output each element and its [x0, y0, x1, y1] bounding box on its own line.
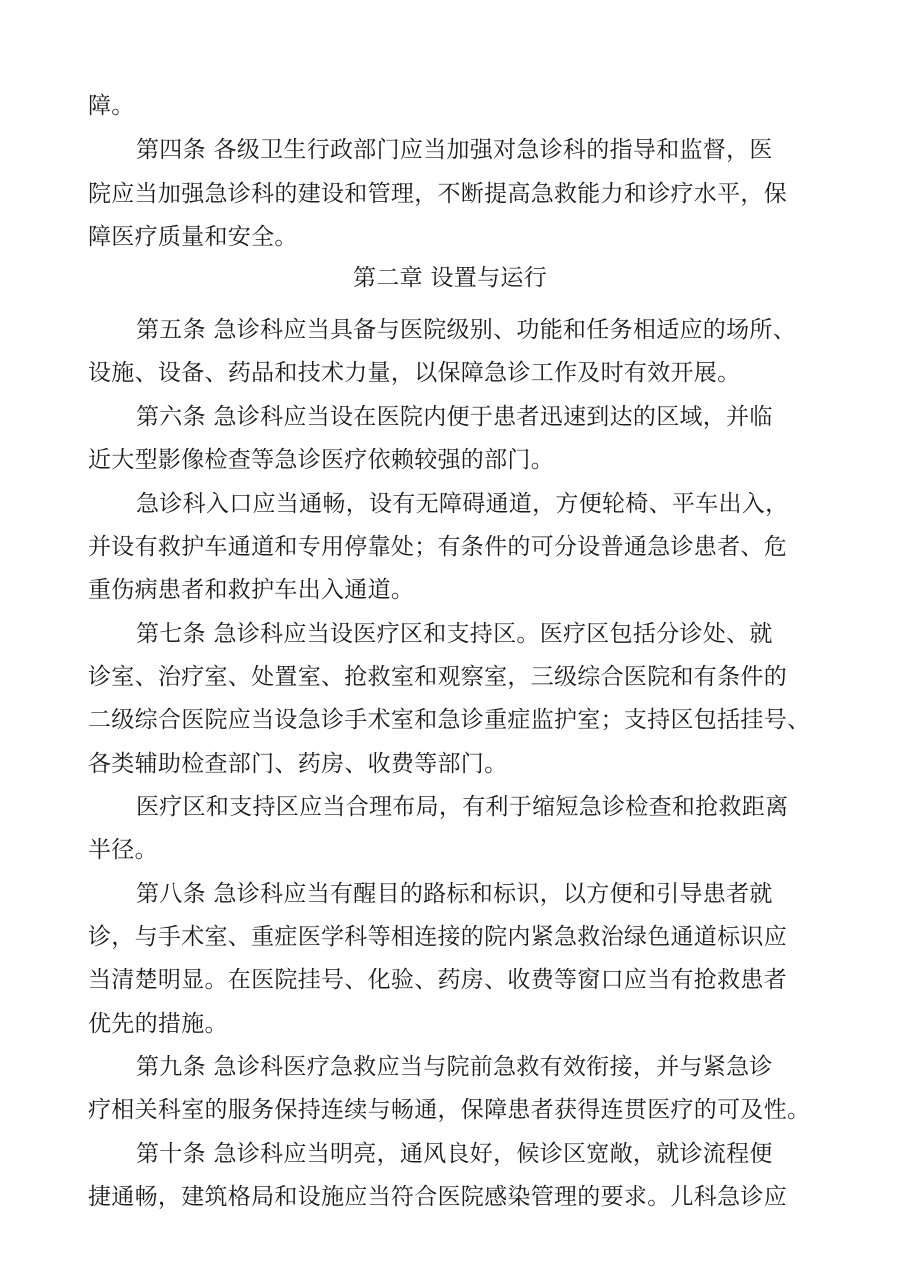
text-line: 优先的措施。 [88, 1011, 228, 1037]
article-8-heading-line: 第八条 急诊科应当有醒目的路标和标识，以方便和引导患者就 [136, 881, 773, 907]
text-line: 半径。 [88, 837, 158, 863]
article-9-heading-line: 第九条 急诊科医疗急救应当与院前急救有效衔接，并与紧急诊 [136, 1054, 773, 1080]
article-6-heading-line: 第六条 急诊科应当设在医院内便于患者迅速到达的区域，并临 [136, 404, 773, 430]
text-line: 捷通畅，建筑格局和设施应当符合医院感染管理的要求。儿科急诊应 [88, 1184, 787, 1210]
text-line: 院应当加强急诊科的建设和管理，不断提高急救能力和诊疗水平，保 [88, 181, 787, 207]
text-line: 当清楚明显。在医院挂号、化验、药房、收费等窗口应当有抢救患者 [88, 967, 787, 993]
text-line: 设施、设备、药品和技术力量，以保障急诊工作及时有效开展。 [88, 360, 741, 386]
text-line: 二级综合医院应当设急诊手术室和急诊重症监护室；支持区包括挂号、 [88, 707, 811, 733]
text-line: 诊室、治疗室、处置室、抢救室和观察室，三级综合医院和有条件的 [88, 664, 787, 690]
text-line: 障。 [88, 93, 135, 119]
article-4-heading-line: 第四条 各级卫生行政部门应当加强对急诊科的指导和监督，医 [136, 137, 773, 163]
text-line: 各类辅助检查部门、药房、收费等部门。 [88, 751, 508, 777]
chapter-title: 第二章 设置与运行 [353, 265, 548, 291]
text-line: 并设有救护车通道和专用停靠处；有条件的可分设普通急诊患者、危 [88, 534, 787, 560]
text-line: 疗相关科室的服务保持连续与畅通，保障患者获得连贯医疗的可及性。 [88, 1097, 811, 1123]
article-5-heading-line: 第五条 急诊科应当具备与医院级别、功能和任务相适应的场所、 [136, 317, 797, 343]
paragraph-start-line: 急诊科入口应当通畅，设有无障碍通道，方便轮椅、平车出入， [136, 491, 789, 517]
article-10-heading-line: 第十条 急诊科应当明亮，通风良好，候诊区宽敞，就诊流程便 [136, 1141, 773, 1167]
paragraph-start-line: 医疗区和支持区应当合理布局，有利于缩短急诊检查和抢救距离 [136, 794, 789, 820]
text-line: 重伤病患者和救护车出入通道。 [88, 577, 415, 603]
text-line: 近大型影像检查等急诊医疗依赖较强的部门。 [88, 447, 554, 473]
text-line: 诊，与手术室、重症医学科等相连接的院内紧急救治绿色通道标识应 [88, 924, 787, 950]
article-7-heading-line: 第七条 急诊科应当设医疗区和支持区。医疗区包括分诊处、就 [136, 621, 773, 647]
text-line: 障医疗质量和安全。 [88, 224, 298, 250]
